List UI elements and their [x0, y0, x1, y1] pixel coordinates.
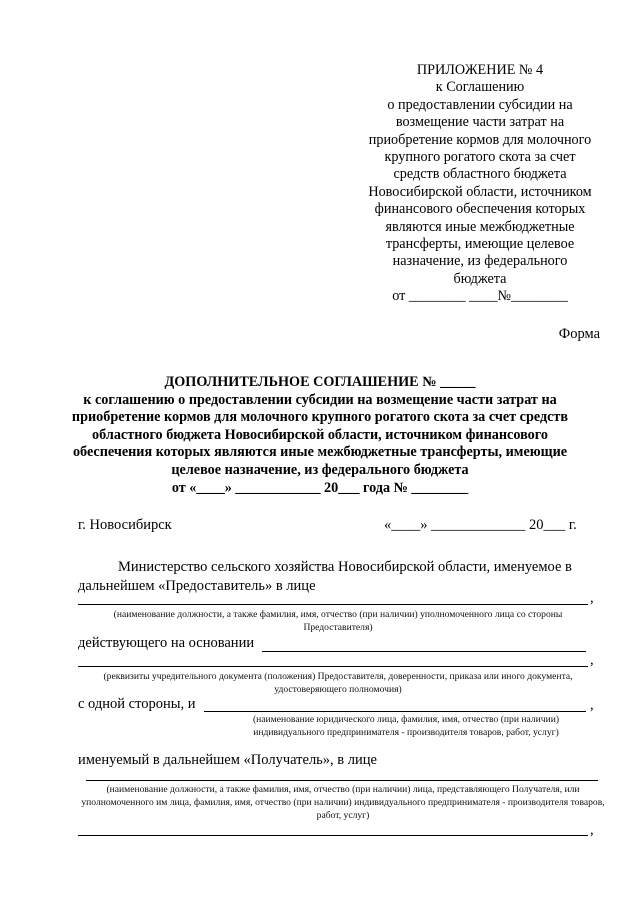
- representative-hint: (наименование должности, а также фамилия, имя, отчество (при наличии) уполномоченного лица со стороны Предоставителя): [113, 609, 563, 633]
- appendix-line: к Соглашению: [435, 79, 525, 96]
- comma: ,: [590, 697, 594, 713]
- title-line: обеспечения которых являются иные межбюджетные трансферты, имеющие: [72, 444, 568, 461]
- title-line: к соглашению о предоставлении субсидии на возмещение части затрат на: [83, 391, 557, 408]
- intro-paragraph: [78, 558, 598, 596]
- title-line: приобретение кормов для молочного крупного рогатого скота за счет средств: [71, 409, 569, 426]
- appendix-line: финансового обеспечения которых: [374, 201, 586, 218]
- appendix-line: возмещение части затрат на: [395, 114, 565, 131]
- intro-text: Министерство сельского хозяйства Новосибирской области, именуемое в дальнейшем «Предоставитель» в лице: [78, 559, 572, 594]
- recipient-rep-field-line[interactable]: [86, 780, 598, 781]
- agreement-date: «____» _____________ 20___ г.: [384, 517, 577, 533]
- appendix-line: о предоставлении субсидии на: [387, 96, 573, 113]
- appendix-line: Новосибирской области, источником: [368, 183, 592, 200]
- basis-field-line[interactable]: [262, 651, 586, 652]
- named-recipient-label: именуемый в дальнейшем «Получатель», в лице: [78, 752, 377, 768]
- documents-hint: (реквизиты учредительного документа (положения) Предоставителя, доверенности, приказа или иного документа, удостоверяющего полномочия): [103, 671, 573, 695]
- appendix-line: являются иные межбюджетные: [385, 218, 575, 235]
- form-label: Форма: [558, 326, 600, 342]
- other-side-label: с одной стороны, и: [78, 696, 196, 712]
- comma: ,: [590, 652, 594, 668]
- appendix-line: трансферты, имеющие целевое: [385, 236, 575, 253]
- representative-field-line[interactable]: [78, 604, 588, 605]
- appendix-line: приобретение кормов для молочного: [368, 131, 592, 148]
- basis-field-line-2[interactable]: [78, 666, 588, 667]
- appendix-line: ПРИЛОЖЕНИЕ № 4: [416, 62, 544, 78]
- title-line: ДОПОЛНИТЕЛЬНОЕ СОГЛАШЕНИЕ № _____: [164, 374, 476, 390]
- appendix-date-line: от ________ ____№________: [392, 288, 568, 305]
- title-line: целевое назначение, из федерального бюджета: [171, 461, 469, 478]
- comma: ,: [590, 822, 594, 838]
- recipient-hint: (наименование юридического лица, фамилия, имя, отчество (при наличии) индивидуального предпринимателя - производителя товаров, работ, услуг): [252, 714, 560, 738]
- appendix-header: [340, 62, 620, 306]
- recipient-field-line[interactable]: [204, 711, 586, 712]
- title-line: областного бюджета Новосибирской области, источником финансового: [92, 426, 548, 443]
- title-date-line: от «____» ____________ 20___ года № ________: [171, 479, 469, 496]
- appendix-line: бюджета: [453, 270, 507, 287]
- comma: ,: [590, 590, 594, 606]
- acting-label: действующего на основании: [78, 635, 255, 651]
- appendix-line: крупного рогатого скота за счет: [384, 149, 576, 166]
- recipient-rep-hint: (наименование должности, а также фамилия, имя, отчество (при наличии) лица, представляющего Получателя, или уполномоченного им лица, фамилия, имя, отчество (при наличии) индивидуального предпринимателя - производителя товаров, работ, услуг): [81, 784, 605, 821]
- appendix-line: назначение, из федерального: [392, 253, 568, 270]
- document-title: [60, 374, 580, 497]
- appendix-line: средств областного бюджета: [393, 166, 567, 183]
- final-field-line[interactable]: [78, 835, 588, 836]
- city: г. Новосибирск: [78, 517, 172, 533]
